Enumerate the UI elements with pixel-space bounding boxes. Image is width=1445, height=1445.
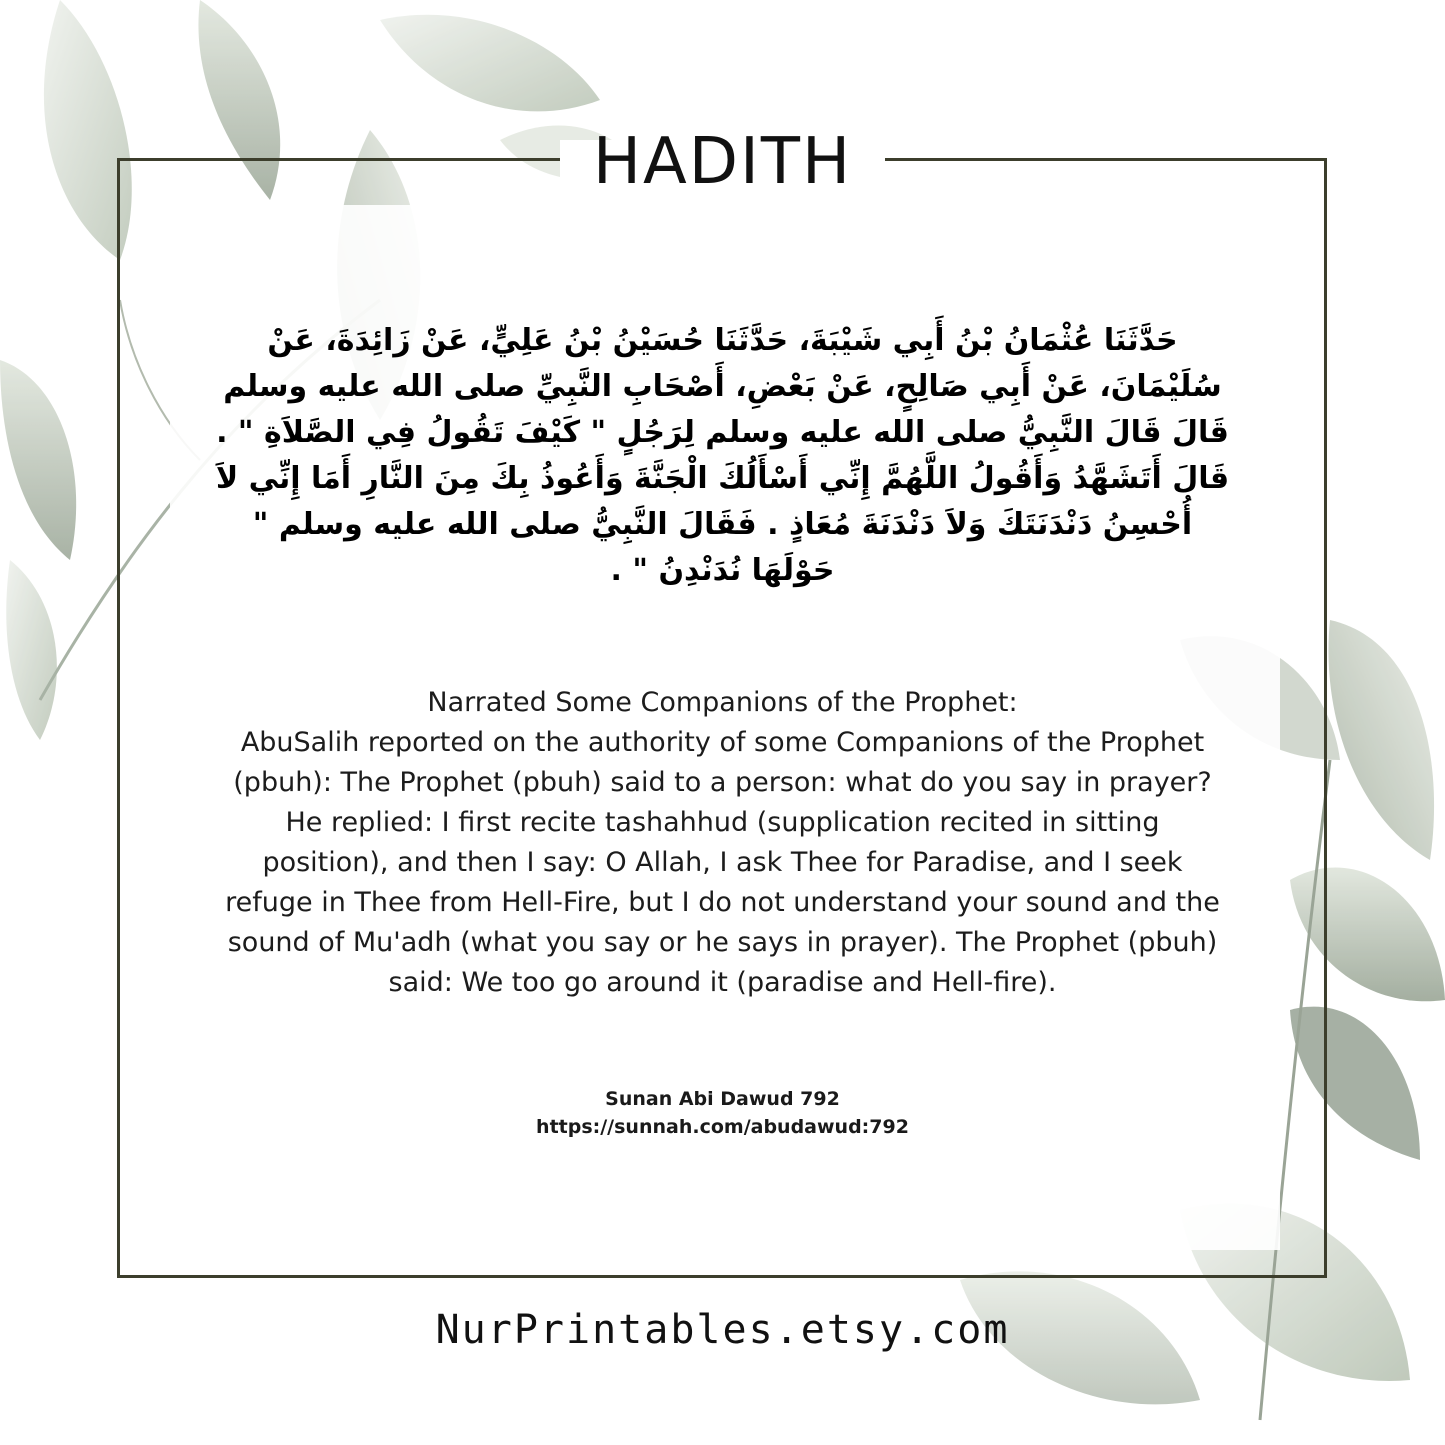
shop-footer: NurPrintables.etsy.com: [435, 1307, 1010, 1353]
arabic-hadith-text: حَدَّثَنَا عُثْمَانُ بْنُ أَبِي شَيْبَةَ، حَدَّثَنَا حُسَيْنُ بْنُ عَلِيٍّ، عَنْ زَائِدَةَ، عَنْ سُلَيْمَانَ، عَنْ أَبِي صَالِحٍ، عَنْ بَعْضِ، أَصْحَابِ النَّبِيِّ صلى الله عليه وسلم قَالَ قَالَ النَّبِيُّ صلى الله عليه وسلم لِرَجُلٍ " كَيْفَ تَقُولُ فِي الصَّلاَةِ " . قَالَ أَتَشَهَّدُ وَأَقُولُ اللَّهُمَّ إِنِّي أَسْأَلُكَ الْجَنَّةَ وَأَعُوذُ بِكَ مِنَ النَّارِ أَمَا إِنِّي لاَ أُحْسِنُ دَنْدَنَتَكَ وَلاَ دَنْدَنَةَ مُعَاذٍ . فَقَالَ النَّبِيُّ صلى الله عليه وسلم " حَوْلَهَا نُدَنْدِنُ " .: [215, 323, 1230, 588]
source-url: https://sunnah.com/abudawud:792: [536, 1116, 909, 1138]
english-translation: [225, 683, 1220, 1003]
narrator-line: Narrated Some Companions of the Prophet:: [427, 687, 1018, 718]
translation-text: AbuSalih reported on the authority of some Companions of the Prophet (pbuh): The Prophet (pbuh) said to a person: what do you say in prayer? He replied: I first recite tashahhud (supplication recited in sitting position), and then I say: O Allah, I ask Thee for Paradise, and I seek refuge in Thee from Hell-Fire, but I do not understand your sound and the sound of Mu'adh (what you say or he says in prayer). The Prophet (pbuh) said: We too go around it (paradise and Hell-fire).: [225, 727, 1220, 998]
reference-label: Sunan Abi Dawud 792: [605, 1088, 840, 1110]
source-reference: [225, 1085, 1220, 1141]
page-title: HADITH: [592, 125, 853, 199]
